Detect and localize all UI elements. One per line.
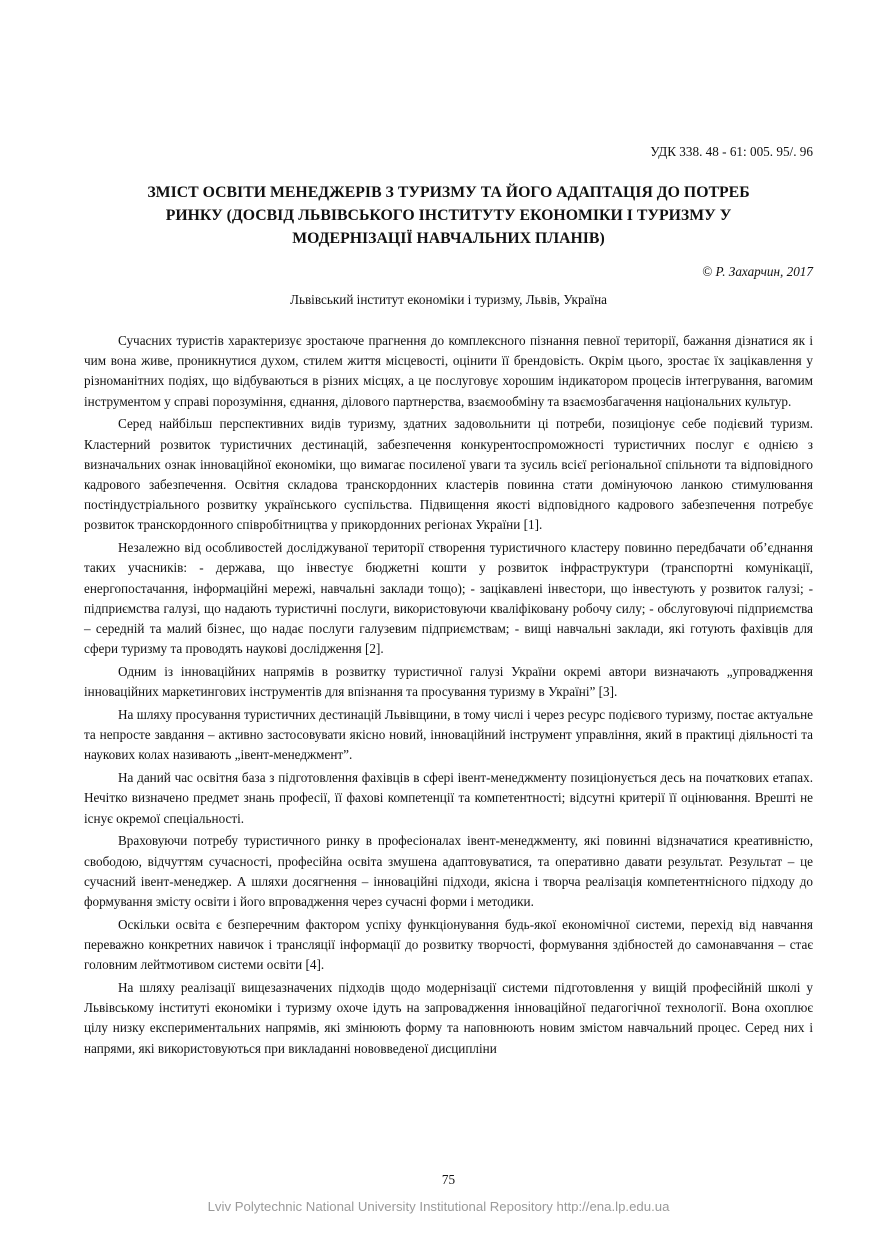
body-paragraph: На даний час освітня база з підготовлення фахівців в сфері івент-менеджменту позиціонується десь на початкових етапах. Нечітко визначено предмет знань професії, її фахові компетенції та компетентності; відсутні критерії її оцінювання. Врешті не існує окремої спеціальності. xyxy=(84,770,813,826)
body-paragraph: Незалежно від особливостей досліджуваної території створення туристичного кластеру повинно передбачати об’єднання таких учасників: - держава, що інвестує бюджетні кошти у розвиток інфраструктури (транспортні комунікації, енергопостачання, інформаційні мережі, навчальні заклади тощо); - зацікавлені інвестори, що інвестують у розвиток галузі; - підприємства галузі, що надають туристичні послуги, використовуючи кваліфіковану робочу силу; - обслуговуючі підприємства – середній та малий бізнес, що надає послуги галузевим підприємствам; - вищі навчальні заклади, які готують фахівців для сфери туризму та проводять наукові дослідження [2]. xyxy=(84,540,813,657)
body-paragraph: На шляху просування туристичних дестинацій Львівщини, в тому числі і через ресурс подієвого туризму, постає актуальне та непросте завдання – активно застосовувати якісно новий, інноваційний інструмент управління, який в практиці діяльності та наукових колах називають „івент-менеджмент”. xyxy=(84,707,813,763)
body-paragraph: Серед найбільш перспективних видів туризму, здатних задовольнити ці потреби, позиціонує себе подієвий туризм. Кластерний розвиток туристичних дестинацій, забезпечення конкурентоспроможності туристичних послуг є однією з визначальних ознак інноваційної економіки, що вимагає посиленої уваги та зусиль всієї регіональної спільноти та відповідного кадрового забезпечення. Освітня складова транскордонних кластерів повинна стати домінуючою ланкою стимулювання постіндустріального розвитку українського суспільства. Підвищення якості відповідного кадрового забезпечення потребує розвиток транскордонного співробітництва у прикордонних регіонах України [1]. xyxy=(84,416,813,533)
article-title xyxy=(84,181,813,250)
body-paragraph: Враховуючи потребу туристичного ринку в професіоналах івент-менеджменту, які повинні відзначатися креативністю, свободою, відчуттям сучасності, професійна освіта змушена адаптовуватися, та оперативно давати результат. Результат – це сучасний івент-менеджер. А шляхи досягнення – інноваційні підходи, якісна і творча реалізація компетентнісного підходу до формування змісту освіти і його впровадження через сучасні форми і методики. xyxy=(84,833,813,910)
title-line: ЗМІСТ ОСВІТИ МЕНЕДЖЕРІВ З ТУРИЗМУ ТА ЙОГО АДАПТАЦІЯ ДО ПОТРЕБ xyxy=(147,184,750,201)
page-number: 75 xyxy=(441,1172,456,1187)
udk-code: УДК 338. 48 - 61: 005. 95/. 96 xyxy=(650,144,813,159)
body-paragraph: Сучасних туристів характеризує зростаюче прагнення до комплексного пізнання певної території, бажання дізнатися як і чим вона живе, проникнутися духом, стилем життя місцевості, оцінити її брендовість. Окрім цього, зростає їх зацікавлення у різноманітних подіях, що відбуваються в різних місцях, а це послуговує хорошим індикатором процесів інтегрування, вагомим інструментом у справі порозуміння, єднання, ділового партнерства, взаємообміну та взаємозбагачення національних культур. xyxy=(84,333,813,409)
author-copyright: © Р. Захарчин, 2017 xyxy=(702,264,813,279)
title-line: РИНКУ (ДОСВІД ЛЬВІВСЬКОГО ІНСТИТУТУ ЕКОНОМІКИ І ТУРИЗМУ У xyxy=(165,207,732,224)
repository-footer: Lviv Polytechnic National University Institutional Repository http://ena.lp.edu.ua xyxy=(207,1199,670,1214)
document-page xyxy=(84,0,813,1240)
body-paragraph: Одним із інноваційних напрямів в розвитку туристичної галузі України окремі автори визначають „упровадження інноваційних маркетингових інструментів для впізнання та просування туризму в Україні” [3]. xyxy=(84,664,813,700)
author-affiliation: Львівський інститут економіки і туризму, Львів, Україна xyxy=(290,292,607,307)
body-paragraph: Оскільки освіта є безперечним фактором успіху функціонування будь-якої економічної системи, перехід від навчання переважно конкретних навичок і трансляції інформації до розвитку творчості, формування здібностей до самонавчання – стає головним лейтмотивом системи освіти [4]. xyxy=(84,916,813,973)
body-paragraph: На шляху реалізації вищезазначених підходів щодо модернізації системи підготовлення у вищій професійній школі у Львівському інституті економіки і туризму охоче ідуть на запровадження інноваційної педагогічної технології. Вона охоплює цілу низку експериментальних напрямів, які змінюють форму та наповнюють новим змістом навчальний процес. Серед них і напрями, які використовуються при викладанні нововведеної дисципліни xyxy=(84,980,813,1056)
article-body xyxy=(84,331,813,1061)
title-line: МОДЕРНІЗАЦІЇ НАВЧАЛЬНИХ ПЛАНІВ) xyxy=(292,230,605,247)
